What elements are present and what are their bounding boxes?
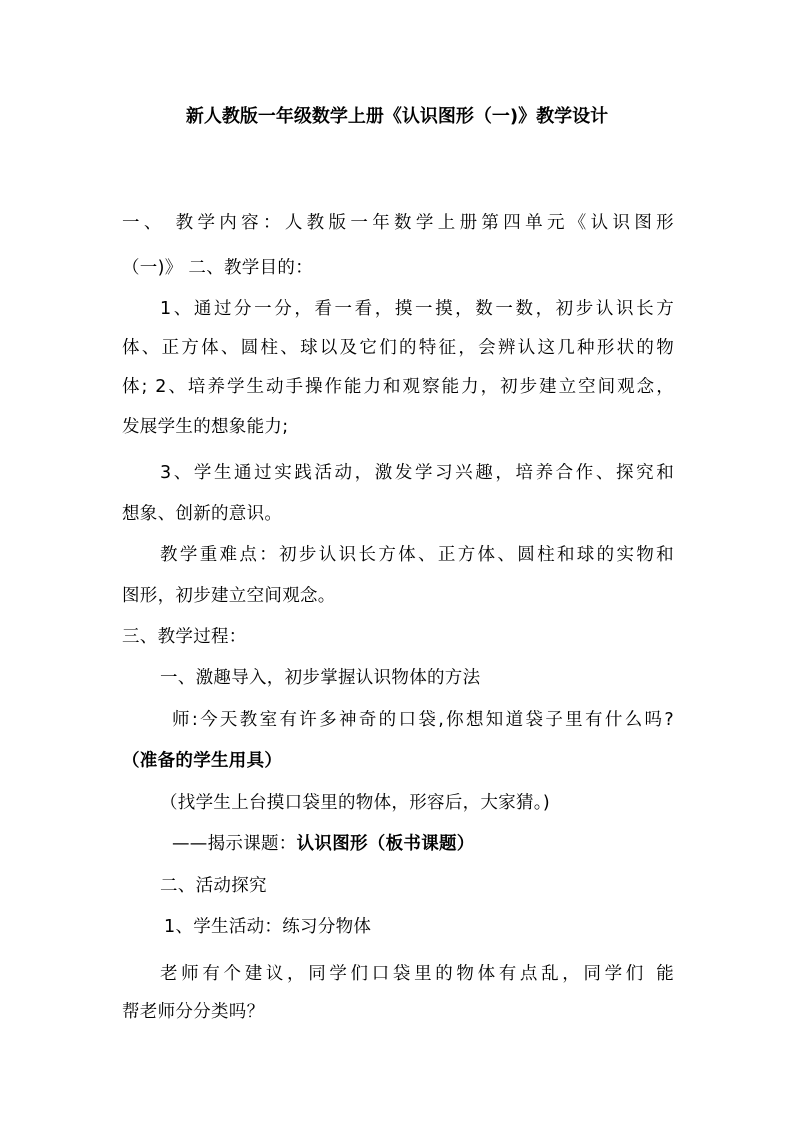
text-line-13: 师:今天教室有许多神奇的口袋,你想知道袋子里有什么吗? bbox=[172, 710, 674, 730]
document-title: 新人教版一年级数学上册《认识图形（一)》教学设计 bbox=[185, 106, 609, 127]
text-line-9: 教学重难点：初步认识长方体、正方体、圆柱和球的实物和 bbox=[160, 545, 674, 565]
text-line-1: 一、 教学内容：人教版一年数学上册第四单元《认识图形 bbox=[122, 213, 674, 233]
text-line-7: 3、学生通过实践活动，激发学习兴趣，培养合作、探究和 bbox=[160, 463, 674, 483]
text-line-20: 帮老师分分类吗？ bbox=[122, 1002, 265, 1022]
text-line-8: 想象、创新的意识。 bbox=[122, 504, 283, 524]
text-line-6: 发展学生的想象能力; bbox=[122, 417, 289, 437]
text-line-15: （找学生上台摸口袋里的物体，形容后，大家猜。) bbox=[160, 793, 550, 813]
text-line-14: （准备的学生用具） bbox=[122, 751, 283, 771]
text-line-16-bold: 认识图形（板书课题） bbox=[296, 834, 475, 854]
text-line-4: 体、正方体、圆柱、球以及它们的特征，会辨认这几种形状的物 bbox=[122, 338, 674, 358]
text-line-2: （一)》 二、教学目的： bbox=[122, 258, 313, 278]
text-line-5: 体; 2、培养学生动手操作能力和观察能力，初步建立空间观念， bbox=[122, 377, 674, 397]
text-line-17: 二、活动探究 bbox=[160, 876, 267, 896]
text-line-19: 老师有个建议，同学们口袋里的物体有点乱，同学们 能 bbox=[160, 964, 674, 984]
section-heading-process: 三、教学过程： bbox=[122, 627, 247, 647]
text-line-12: 一、激趣导入，初步掌握认识物体的方法 bbox=[160, 668, 481, 688]
text-line-3: 1、通过分一分，看一看，摸一摸，数一数，初步认识长方 bbox=[160, 299, 674, 319]
text-line-18: 1、学生活动：练习分物体 bbox=[164, 917, 372, 937]
text-line-16 bbox=[172, 832, 475, 856]
text-line-10: 图形，初步建立空间观念。 bbox=[122, 586, 336, 606]
text-line-16-prefix: ——揭示课题： bbox=[172, 834, 297, 854]
